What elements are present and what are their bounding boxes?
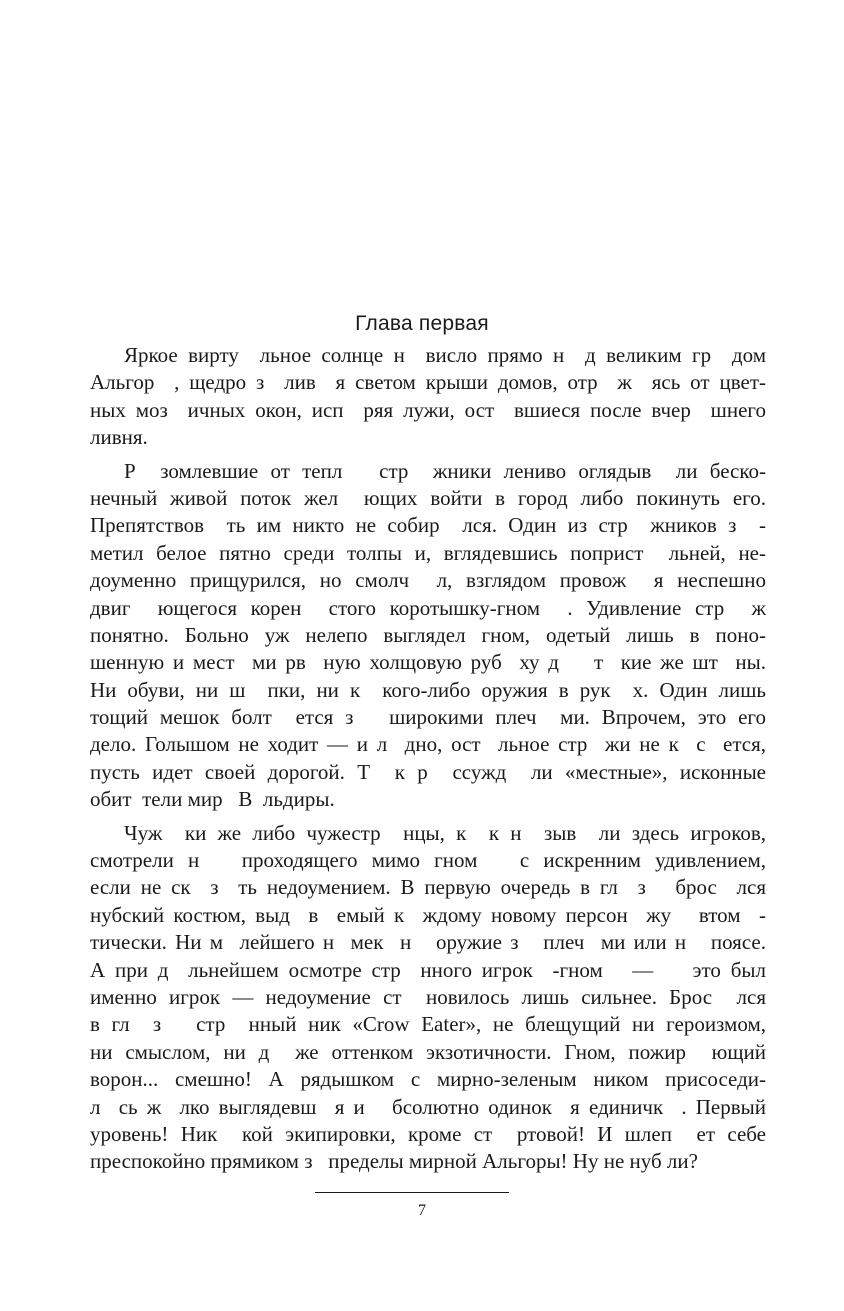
text-line: Ни обуви, ни ш пки, ни к кого-либо оружия в рук х. Один лишь <box>90 677 766 702</box>
text-line: тически. Ни м лейшего н мек н оружие з плеч ми или н поясе. <box>90 930 766 955</box>
text-line: ни смыслом, ни д же оттенком экзотичности. Гном, пожир ющий <box>90 1039 766 1064</box>
text-line: Яркое вирту льное солнце н висло прямо н д великим гр дом <box>124 343 766 367</box>
text-line: смотрели н проходящего мимо гном с искренним удивлением, <box>90 848 766 873</box>
text-line: уровень! Ник кой экипировки, кроме ст ртовой! И шлеп ет себе <box>90 1121 766 1146</box>
text-line: метил белое пятно среди толпы и, вглядевшись поприст льней, не- <box>90 540 766 565</box>
paragraph <box>90 342 766 452</box>
footer-rule <box>315 1192 509 1193</box>
text-line: ворон... смешно! А рядышком с мирно-зеленым ником присоседи- <box>90 1067 766 1092</box>
text-line: дело. Голышом не ходит — и л дно, ост льное стр жи не к с ется, <box>90 732 766 757</box>
text-line: ных моз ичных окон, исп ряя лужи, ост вшиеся после вчер шнего <box>90 397 766 422</box>
text-line: л сь ж лко выглядевш я и бсолютно одинок я единичк . Первый <box>90 1094 766 1119</box>
text-line: понятно. Больно уж нелепо выглядел гном, одетый лишь в поно- <box>90 622 766 647</box>
text-line: в гл з стр нный ник «Crow Eater», не блещущий ни героизмом, <box>90 1012 766 1037</box>
text-line: нубский костюм, выд в емый к ждому новому персон жу втом - <box>90 902 766 927</box>
chapter-title: Глава первая <box>355 312 489 335</box>
text-line: пусть идет своей дорогой. Т к р ссужд ли «местные», исконные <box>90 759 766 784</box>
text-line: именно игрок — недоумение ст новилось лишь сильнее. Брос лся <box>90 984 766 1009</box>
text-line: Препятствов ть им никто не собир лся. Один из стр жников з - <box>90 513 766 538</box>
text-line: обит тели мир В льдиры. <box>90 787 335 812</box>
text-line: преспокойно прямиком з пределы мирной Альгоры! Ну не нуб ли? <box>90 1149 698 1174</box>
paragraph <box>90 820 766 1176</box>
text-line: двиг ющегося корен стого коротышку-гном . Удивление стр ж <box>90 595 766 620</box>
text-line: нечный живой поток жел ющих войти в город либо покинуть его. <box>90 485 766 510</box>
page-number: 7 <box>418 1202 426 1219</box>
text-line: доуменно прищурился, но смолч л, взглядом провож я неспешно <box>90 568 766 593</box>
text-line: Р зомлевшие от тепл стр жники лениво оглядыв ли беско- <box>124 458 766 483</box>
text-line: если не ск з ть недоумением. В первую очередь в гл з брос лся <box>90 875 766 900</box>
text-line: Чуж ки же либо чужестр нцы, к к н зыв ли здесь игроков, <box>124 820 766 845</box>
text-line: Альгор , щедро з лив я светом крыши домов, отр ж ясь от цвет- <box>90 370 766 395</box>
text-line: ливня. <box>90 425 148 450</box>
text-line: тощий мешок болт ется з широкими плеч ми. Впрочем, это его <box>90 705 766 730</box>
text-line: А при д льнейшем осмотре стр нного игрок -гном — это был <box>90 957 766 982</box>
body-text <box>90 342 766 1182</box>
paragraph <box>90 458 766 814</box>
text-line: шенную и мест ми рв ную холщовую руб ху д т кие же шт ны. <box>90 650 766 675</box>
